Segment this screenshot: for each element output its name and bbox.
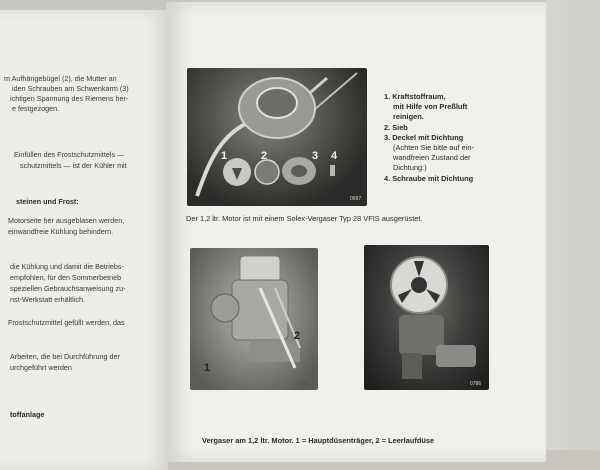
left-line: speziellen Gebrauchsanweisung zu- <box>10 284 126 293</box>
list-item: reinigen. <box>393 112 424 121</box>
callout-label: 4 <box>331 150 338 162</box>
figure-caption: Vergaser am 1,2 ltr. Motor. 1 = Hauptdüsenträger, 2 = Leerlaufdüse <box>202 436 435 445</box>
left-line: e festgezogen. <box>12 104 60 113</box>
background-edge <box>546 0 600 450</box>
left-line: Arbeiten, die bei Durchführung der <box>10 352 120 361</box>
list-item: 4. Schraube mit Dichtung <box>384 174 474 183</box>
list-item: 2. Sieb <box>384 123 408 132</box>
left-line: urchgeführt werden <box>10 363 72 372</box>
callout-label: 3 <box>312 150 319 162</box>
list-item: 1. Kraftstoffraum, <box>384 92 446 101</box>
callout-label: 2 <box>261 150 268 162</box>
carburetor-top-illustration <box>364 245 489 390</box>
left-line: empfohlen, für den Sommerbetrieb <box>10 273 122 282</box>
left-line: Motorseite her ausgeblasen werden, <box>8 216 125 225</box>
left-heading: toffanlage <box>10 410 45 419</box>
left-line: Einfüllen des Frostschutzmittels — <box>14 150 125 159</box>
list-item: (Achten Sie bitte auf ein- <box>393 143 474 152</box>
left-heading: steinen und Frost: <box>16 197 79 206</box>
callout-label: 2 <box>294 330 301 342</box>
list-item: mit Hilfe von Preßluft <box>393 102 468 111</box>
carburetor-side-photo <box>190 248 318 390</box>
left-line: die Kühlung und damit die Betriebs- <box>10 262 124 271</box>
carburetor-top-photo <box>364 245 489 390</box>
callout-label: 1 <box>204 362 211 374</box>
carburetor-parts-photo <box>187 68 367 206</box>
list-item: 3. Deckel mit Dichtung <box>384 133 464 142</box>
photo-code: 0538 <box>298 381 310 387</box>
carburetor-parts-illustration <box>187 68 367 206</box>
figure-caption: Der 1,2 ltr. Motor ist mit einem Solex-Vergaser Typ 28 VFIS ausgerüstet. <box>186 214 423 223</box>
photo-code: 0697 <box>350 196 362 202</box>
left-line: schutzmittels — ist der Kühler mit <box>20 161 127 170</box>
left-line: nst-Werkstatt erhältlich. <box>10 295 85 304</box>
callout-label: 1 <box>221 150 228 162</box>
left-line: einwandfreie Kühlung behindern. <box>8 227 114 236</box>
left-line: ichtigen Spannung des Riemens her- <box>10 94 129 103</box>
left-line: iden Schrauben am Schwenkarm (3) <box>12 84 129 93</box>
photo-code: 0786 <box>470 381 482 387</box>
list-item: Dichtung.) <box>393 163 427 172</box>
left-line: Frostschutzmittel gefüllt werden, das <box>8 318 125 327</box>
left-line: m Aufhängebügel (2), die Mutter an <box>4 74 117 83</box>
list-item: wandfreien Zustand der <box>393 153 471 162</box>
